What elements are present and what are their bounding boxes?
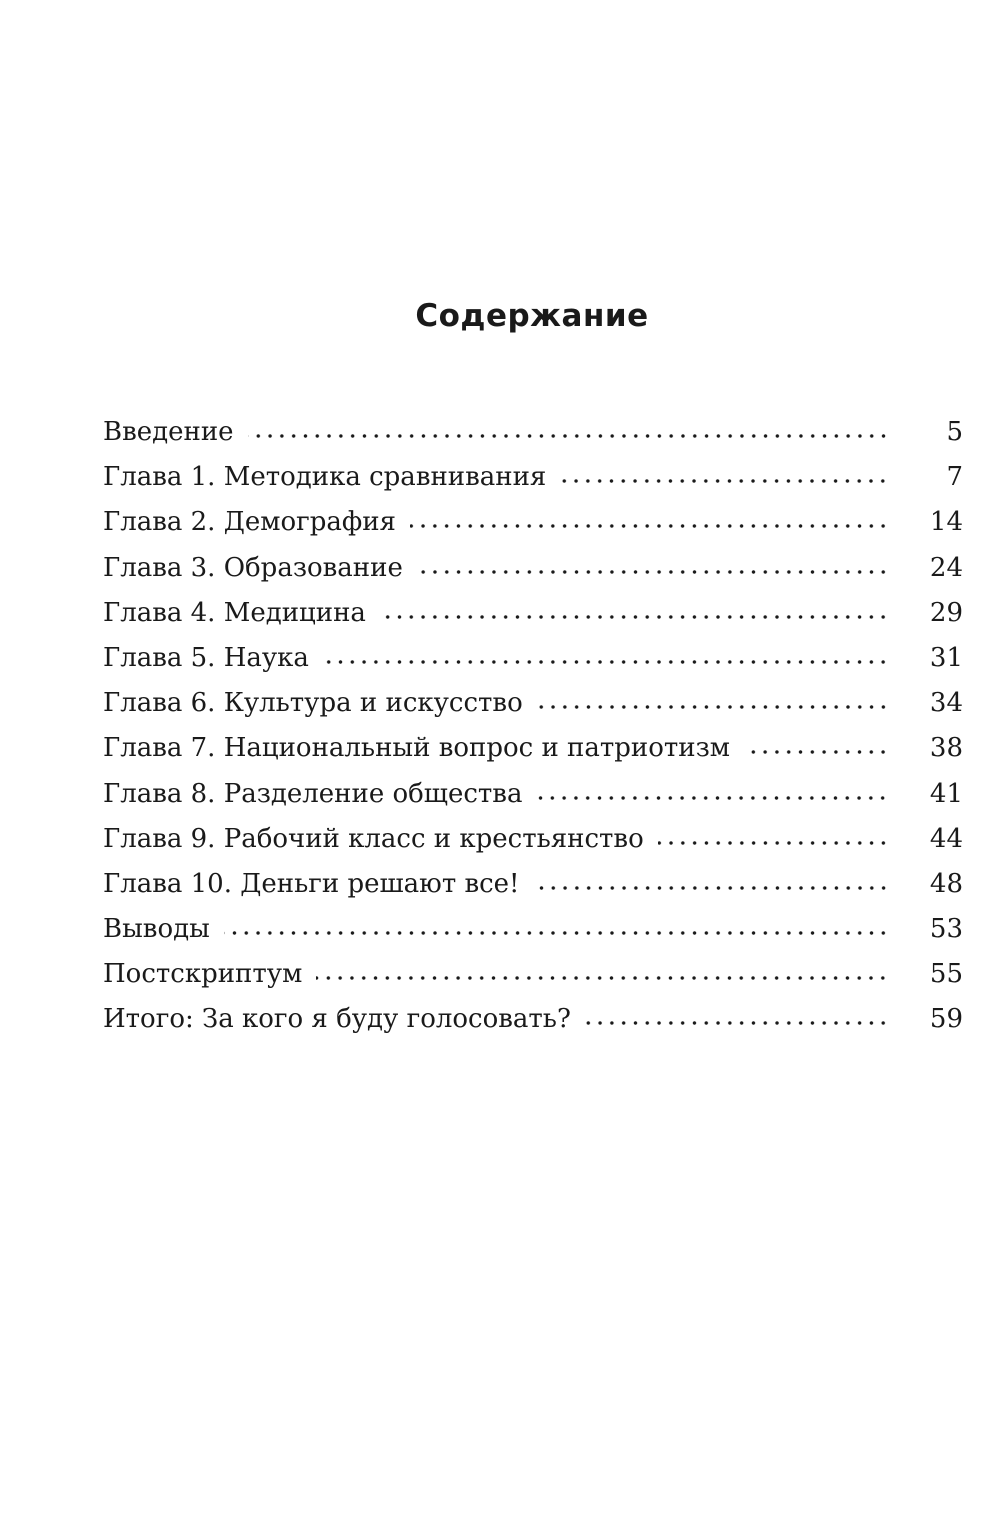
toc-entry-page: 44: [929, 823, 963, 854]
toc-entry-label: Глава 2. Демография: [103, 507, 396, 538]
toc-entry-label: Введение: [103, 417, 234, 447]
toc-entry-label: Глава 8. Разделение общества: [103, 778, 523, 809]
toc-entry-page: 34: [929, 688, 963, 719]
toc-entry-label: Глава 7. Национальный вопрос и патриотизм: [103, 733, 730, 764]
toc-entry: [103, 726, 963, 771]
toc-entry-page: 48: [929, 868, 963, 899]
toc-entry-label: Глава 4. Медицина: [103, 597, 366, 628]
toc-entry: [103, 636, 963, 681]
toc-dot-leader: [658, 841, 889, 845]
toc-entry-page: 53: [929, 914, 963, 945]
toc-dot-leader: [417, 570, 889, 574]
toc-dot-leader: [323, 660, 889, 664]
toc-entry: [103, 952, 963, 997]
toc-dot-leader: [316, 976, 889, 980]
toc-entry-page: 59: [929, 1004, 963, 1035]
toc-entry-page: 14: [929, 507, 963, 538]
toc-dot-leader: [537, 705, 889, 709]
toc-entry-label: Глава 5. Наука: [103, 642, 309, 673]
toc-entry: [103, 862, 963, 907]
toc-dot-leader: [248, 434, 889, 438]
toc-dot-leader: [224, 931, 889, 935]
toc-entry-page: 5: [946, 417, 963, 447]
toc-entry-label: Глава 1. Методика сравнивания: [103, 462, 547, 493]
toc-entry-label: Выводы: [103, 914, 210, 945]
toc-entry-page: 55: [929, 959, 963, 990]
toc-entry-label: Постскриптум: [103, 959, 303, 990]
toc-entry: [103, 907, 963, 952]
toc-dot-leader: [410, 524, 889, 528]
toc-entry-page: 24: [929, 552, 963, 583]
toc-entry: [103, 591, 963, 636]
toc-entry-label: Глава 3. Образование: [103, 552, 403, 583]
toc-dot-leader: [744, 750, 889, 754]
toc-dot-leader: [534, 886, 890, 890]
toc-dot-leader: [585, 1021, 889, 1025]
toc-entry-page: 29: [929, 597, 963, 628]
toc-entry-page: 31: [929, 642, 963, 673]
toc-entry-label: Глава 10. Деньги решают все!: [103, 868, 520, 899]
page-title: Содержание: [415, 298, 649, 334]
toc-entry-label: Итого: За кого я буду голосовать?: [103, 1004, 571, 1035]
toc-entry: [103, 455, 963, 500]
toc-entry: [103, 997, 963, 1042]
toc-entry: [103, 817, 963, 862]
toc-dot-leader: [536, 796, 889, 800]
toc-entry: [103, 681, 963, 726]
toc-entry-page: 38: [929, 733, 963, 764]
toc-entry: [103, 772, 963, 817]
toc-entry: [103, 546, 963, 591]
toc-dot-leader: [560, 479, 889, 483]
toc-entry: [103, 410, 963, 455]
toc-entry: [103, 500, 963, 545]
table-of-contents: [103, 410, 963, 1043]
toc-entry-page: 7: [946, 462, 963, 493]
toc-entry-page: 41: [929, 778, 963, 809]
toc-entry-label: Глава 6. Культура и искусство: [103, 688, 523, 719]
toc-dot-leader: [380, 615, 889, 619]
toc-entry-label: Глава 9. Рабочий класс и крестьянство: [103, 823, 644, 854]
